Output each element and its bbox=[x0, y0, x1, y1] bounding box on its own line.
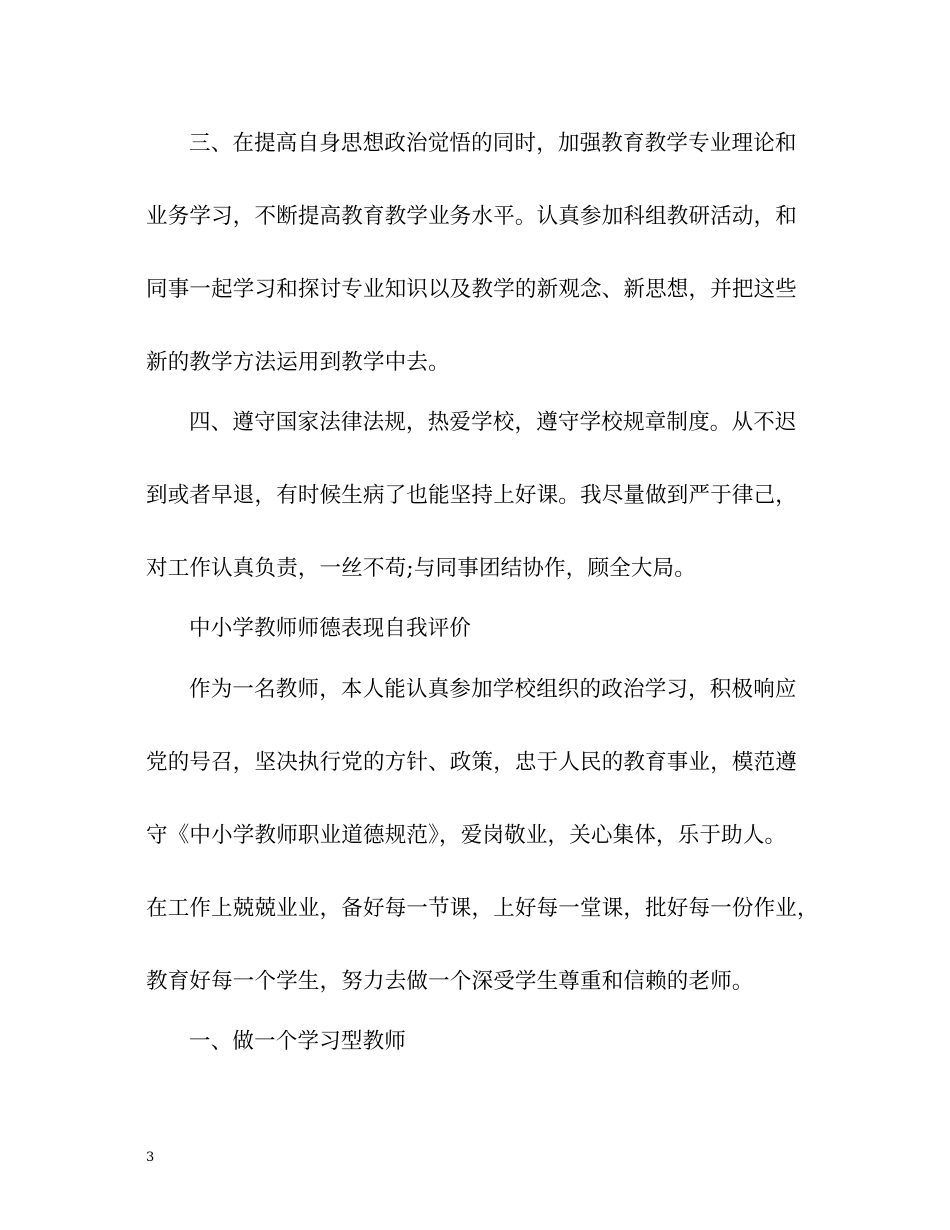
paragraph-line: 四、遵守国家法律法规，热爱学校，遵守学校规章制度。从不迟 bbox=[189, 410, 797, 435]
paragraph-line: 新的教学方法运用到教学中去。 bbox=[146, 350, 450, 375]
paragraph-line: 守《中小学教师职业道德规范》，爱岗敬业，关心集体，乐于助人。 bbox=[146, 823, 787, 848]
paragraph-line: 业务学习，不断提高教育教学业务水平。认真参加科组教研活动，和 bbox=[146, 204, 798, 229]
paragraph-line: 党的号召，坚决执行党的方针、政策，忠于人民的教育事业，模范遵 bbox=[146, 750, 798, 775]
paragraph-line: 在工作上兢兢业业，备好每一节课，上好每一堂课，批好每一份作业， bbox=[146, 896, 819, 921]
paragraph-line: 同事一起学习和探讨专业知识以及教学的新观念、新思想，并把这些 bbox=[146, 277, 798, 302]
paragraph-line: 作为一名教师，本人能认真参加学校组织的政治学习，积极响应 bbox=[189, 677, 797, 702]
paragraph-line: 到或者早退，有时候生病了也能坚持上好课。我尽量做到严于律己， bbox=[146, 483, 798, 508]
section-heading: 中小学教师师德表现自我评价 bbox=[189, 616, 472, 641]
page-number: 3 bbox=[146, 1150, 155, 1165]
paragraph-line: 对工作认真负责，一丝不苟;与同事团结协作，顾全大局。 bbox=[146, 556, 696, 581]
paragraph-line: 教育好每一个学生，努力去做一个深受学生尊重和信赖的老师。 bbox=[146, 969, 754, 994]
subsection-heading: 一、做一个学习型教师 bbox=[189, 1029, 407, 1054]
paragraph-line: 三、在提高自身思想政治觉悟的同时，加强教育教学专业理论和 bbox=[189, 131, 797, 156]
